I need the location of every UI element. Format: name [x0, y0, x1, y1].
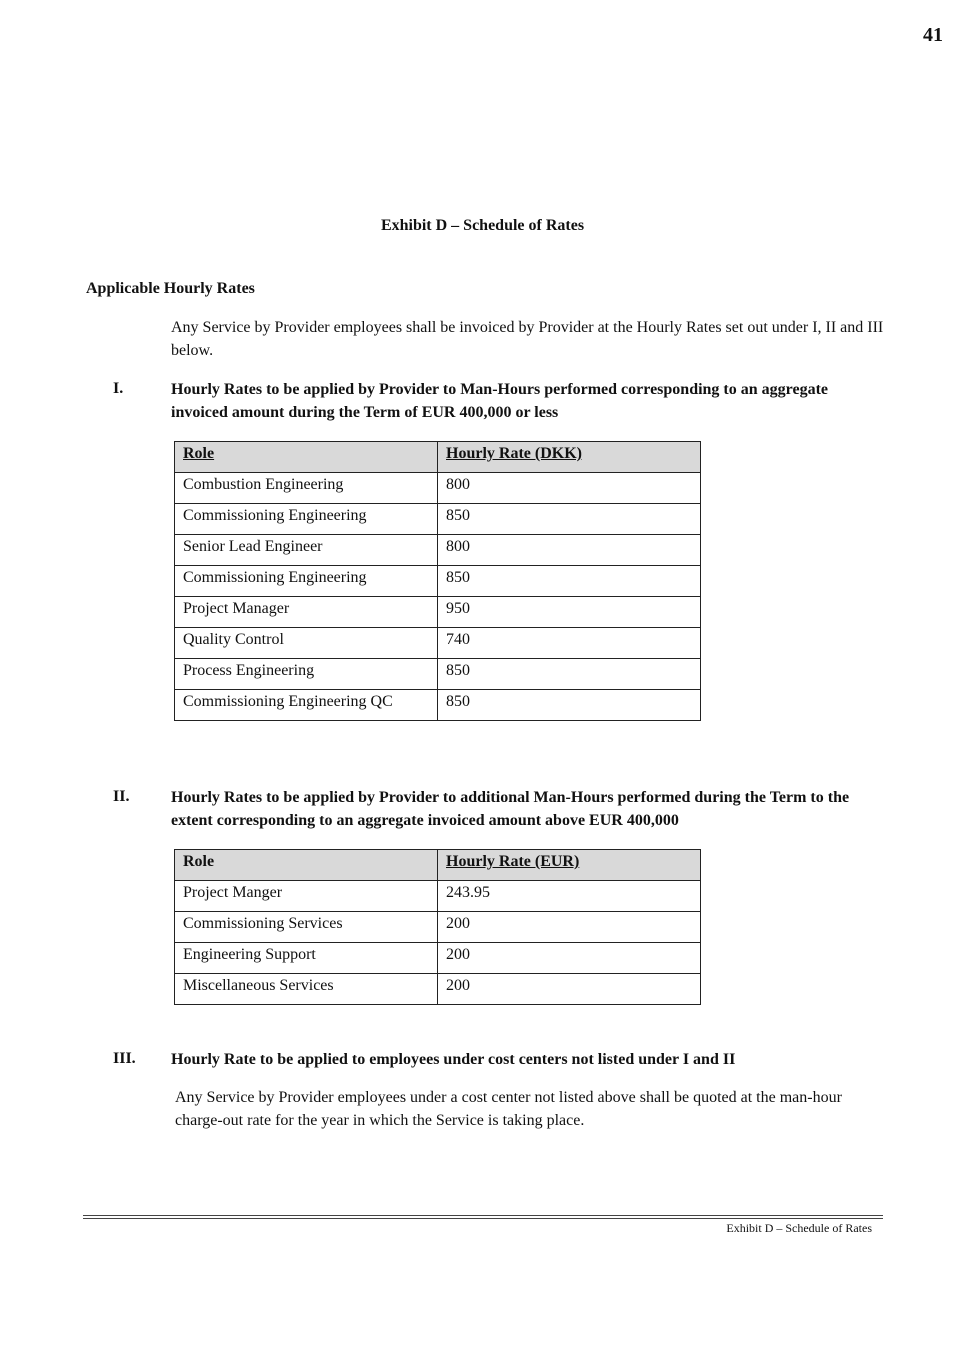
table-row [175, 690, 701, 721]
role-cell: Project Manager [175, 597, 438, 628]
rates-table-eur [174, 849, 701, 1005]
table-row [175, 473, 701, 504]
exhibit-title: Exhibit D – Schedule of Rates [380, 217, 585, 234]
table-row [175, 659, 701, 690]
rate-cell: 800 [438, 535, 701, 566]
table-row [175, 943, 701, 974]
table-row [175, 912, 701, 943]
header-role-label: Role [183, 445, 215, 462]
role-cell: Commissioning Engineering [175, 566, 438, 597]
applicable-rates-heading: Applicable Hourly Rates [86, 280, 255, 297]
section-1-heading: Hourly Rates to be applied by Provider to Man-Hours performed corresponding to an aggregate invoiced amount during the Term of EUR 400,000 or less [171, 381, 828, 421]
section-3-heading: Hourly Rate to be applied to employees under cost centers not listed under I and II [171, 1051, 736, 1068]
table-row [175, 566, 701, 597]
section-2-heading: Hourly Rates to be applied by Provider to additional Man-Hours performed during the Term to the extent corresponding to an aggregate invoiced amount above EUR 400,000 [171, 789, 850, 829]
role-cell: Engineering Support [175, 943, 438, 974]
role-cell: Commissioning Services [175, 912, 438, 943]
role-cell: Commissioning Engineering QC [175, 690, 438, 721]
rate-cell: 200 [438, 912, 701, 943]
table-header-rate [438, 850, 701, 881]
table-row [175, 628, 701, 659]
rate-cell: 850 [438, 566, 701, 597]
table-header-rate [438, 442, 701, 473]
rates-table-dkk [174, 441, 701, 721]
rate-cell: 950 [438, 597, 701, 628]
header-rate-label: Hourly Rate (DKK) [446, 445, 582, 462]
rate-cell: 800 [438, 473, 701, 504]
section-3-number: III. [113, 1050, 136, 1067]
intro-paragraph: Any Service by Provider employees shall be invoiced by Provider at the Hourly Rates set out under I, II and III below. [171, 319, 884, 359]
role-cell: Project Manger [175, 881, 438, 912]
rate-cell: 850 [438, 690, 701, 721]
closing-paragraph: Any Service by Provider employees under a cost center not listed above shall be quoted at the man-hour charge-out rate for the year in which the Service is taking place. [175, 1089, 842, 1129]
header-rate-label: Hourly Rate (EUR) [446, 853, 580, 870]
role-cell: Senior Lead Engineer [175, 535, 438, 566]
rate-cell: 243.95 [438, 881, 701, 912]
footer-divider [83, 1215, 883, 1219]
footer-text: Exhibit D – Schedule of Rates [726, 1221, 872, 1235]
table-header-role [175, 442, 438, 473]
table-row [175, 535, 701, 566]
table-header-role [175, 850, 438, 881]
rate-cell: 850 [438, 659, 701, 690]
rate-cell: 850 [438, 504, 701, 535]
rate-cell: 200 [438, 943, 701, 974]
table-row [175, 504, 701, 535]
table-header-row [175, 850, 701, 881]
page-number: 41 [923, 24, 943, 46]
section-2-number: II. [113, 788, 130, 805]
role-cell: Miscellaneous Services [175, 974, 438, 1005]
role-cell: Commissioning Engineering [175, 504, 438, 535]
table-header-row [175, 442, 701, 473]
role-cell: Process Engineering [175, 659, 438, 690]
role-cell: Quality Control [175, 628, 438, 659]
rate-cell: 200 [438, 974, 701, 1005]
rate-cell: 740 [438, 628, 701, 659]
role-cell: Combustion Engineering [175, 473, 438, 504]
table-row [175, 881, 701, 912]
header-role-label: Role [183, 853, 215, 870]
table-row [175, 974, 701, 1005]
table-row [175, 597, 701, 628]
section-1-number: I. [113, 380, 124, 397]
